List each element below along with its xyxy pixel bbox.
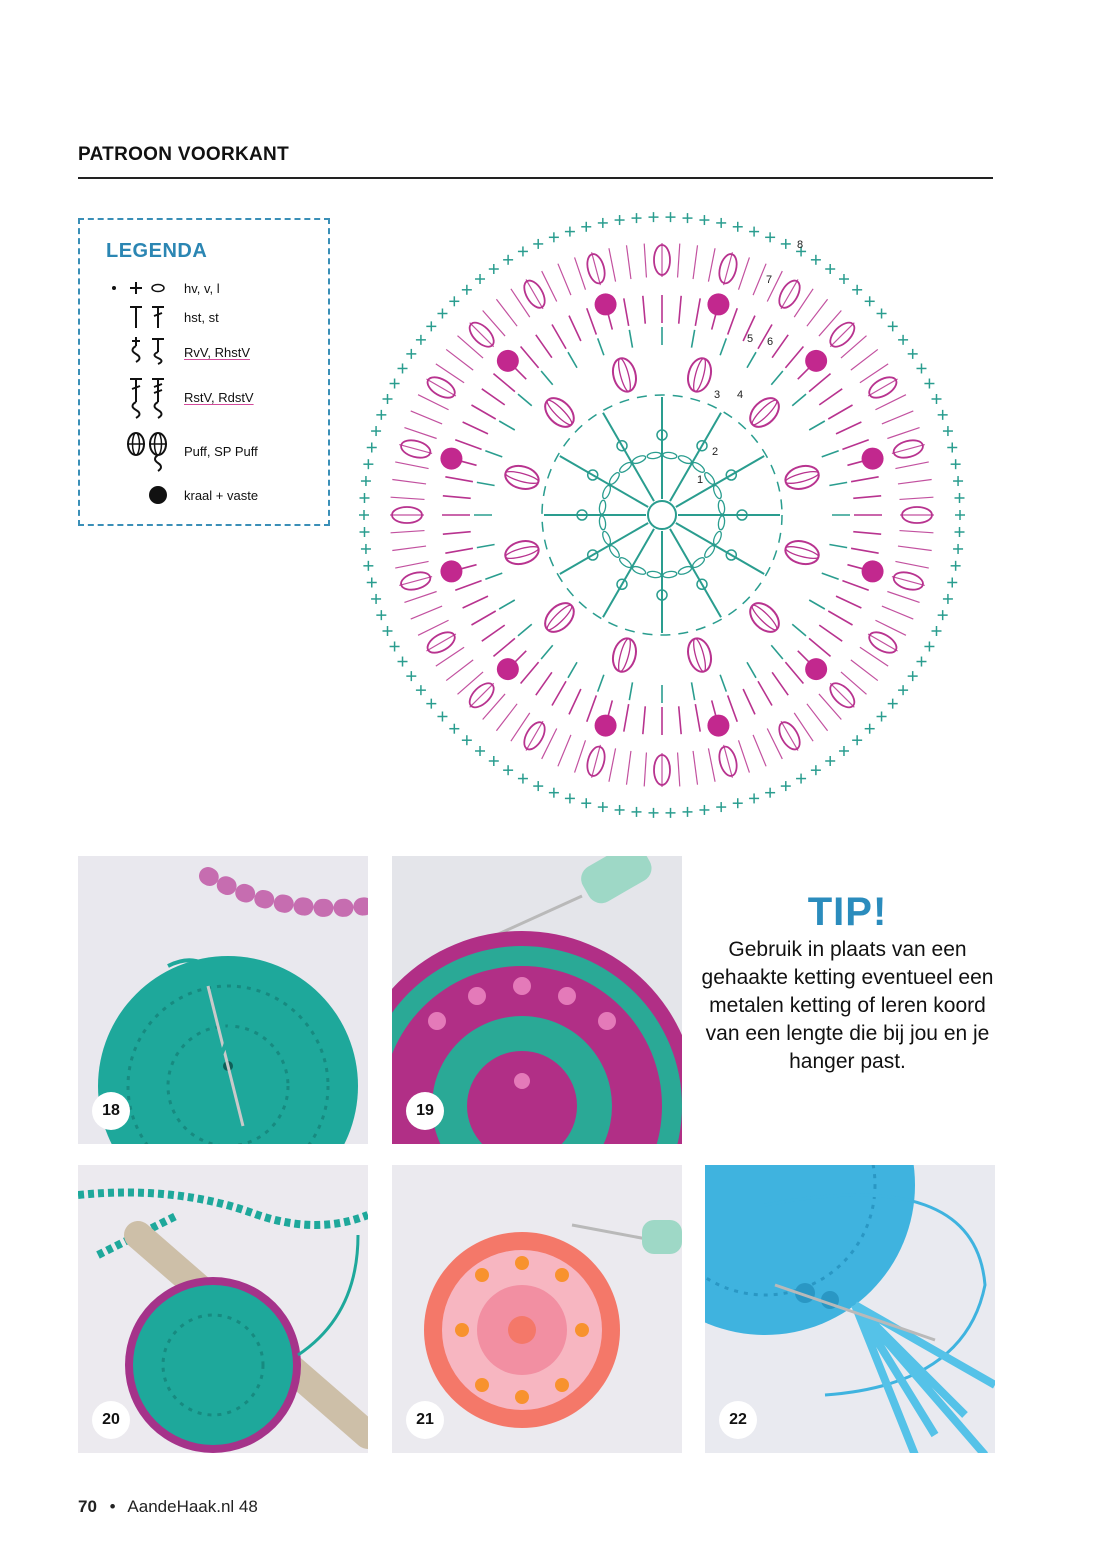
puff-stitch <box>783 538 822 568</box>
chain-sc-slip-icon <box>106 278 176 302</box>
outer-dc-stitch <box>868 379 897 396</box>
chain-stitch <box>703 544 716 559</box>
bead-dot <box>595 293 617 315</box>
legend-label-5: Puff, SP Puff <box>184 444 258 459</box>
dc-stitch <box>853 496 881 498</box>
legend-row-4 <box>80 376 330 406</box>
dc-stitch <box>679 706 681 734</box>
post-stitch <box>747 662 756 678</box>
dc-stitch <box>851 477 879 482</box>
center-ring <box>648 501 676 529</box>
chain-stitch <box>703 471 716 486</box>
round-label: 2 <box>712 446 719 458</box>
outer-dc-stitch <box>496 299 517 326</box>
dc-stitch <box>836 596 861 608</box>
post-stitch <box>499 421 515 430</box>
outer-dc-stitch <box>426 379 455 396</box>
puff-stitch <box>745 598 785 638</box>
outer-dc-stitch <box>851 660 878 681</box>
outer-dc-stitch <box>693 751 697 785</box>
puff-stitch <box>783 462 822 492</box>
bead-dot <box>497 350 519 372</box>
dc-stitch <box>819 625 842 641</box>
dc-stitch <box>758 681 772 705</box>
outer-dc-stitch <box>526 279 543 308</box>
outer-dc-stitch <box>511 713 530 741</box>
outer-dc-stitch <box>830 683 854 707</box>
outer-dc-stitch <box>392 546 426 550</box>
dc-stitch <box>587 308 597 334</box>
dc-stitch <box>828 611 852 625</box>
outer-dc-stitch <box>898 546 932 550</box>
outer-dc-stitch <box>841 336 867 358</box>
legend-row-5 <box>80 432 330 462</box>
outer-dc-stitch <box>470 323 494 347</box>
round-label: 3 <box>714 389 721 401</box>
tip-line-1: Gebruik in plaats van een <box>728 938 967 961</box>
dc-stitch <box>482 625 505 641</box>
dc-stitch <box>569 689 581 714</box>
outer-dc-stitch <box>899 497 933 499</box>
legend-label-6: kraal + vaste <box>184 488 259 503</box>
bead-dot <box>805 658 827 680</box>
outer-dc-stitch <box>868 634 897 651</box>
outer-dc-stitch <box>446 660 473 681</box>
dc-stitch <box>819 389 842 405</box>
outer-dc-stitch <box>558 264 571 295</box>
puff-stitch-inner <box>545 603 575 633</box>
legend-label-1: hv, v, l <box>184 281 220 296</box>
outer-dc-stitch <box>781 721 798 750</box>
dc-stitch <box>455 440 481 450</box>
dc-stitch <box>842 581 868 591</box>
post-stitch <box>771 371 783 385</box>
chain-stitch <box>608 544 621 559</box>
bead-dot <box>707 715 729 737</box>
outer-dc-stitch <box>404 428 436 439</box>
outer-dc-stitch <box>678 752 680 786</box>
dc-stitch <box>445 548 473 553</box>
puff-icon <box>106 432 176 472</box>
photo-19 <box>392 856 682 1144</box>
puff-stitch <box>685 356 715 395</box>
dc-stitch <box>463 422 488 434</box>
puff-stitch <box>503 538 542 568</box>
title-rule <box>78 177 993 179</box>
tip-title: TIP! <box>807 890 888 934</box>
outer-dc-stitch <box>511 289 530 317</box>
round-label: 6 <box>767 336 774 348</box>
puff-stitch-inner <box>545 398 575 428</box>
outer-dc-stitch <box>794 289 813 317</box>
outer-dc-stitch <box>483 310 505 336</box>
outer-dc-stitch <box>781 279 798 308</box>
bead-dot <box>805 350 827 372</box>
chain-stitch <box>712 484 723 499</box>
photo-number-22: 22 <box>719 1401 757 1439</box>
outer-dc-stitch <box>411 606 442 619</box>
puff-stitch <box>685 636 715 675</box>
outer-dc-stitch <box>819 694 841 720</box>
post-stitch <box>541 371 553 385</box>
chain-stitch <box>631 565 646 576</box>
chain-stitch <box>677 565 692 576</box>
outer-dc-stitch <box>626 245 630 279</box>
dc-stitch <box>785 662 803 683</box>
dc-stitch <box>552 324 566 348</box>
outer-dc-stitch <box>483 694 505 720</box>
chain-stitch <box>647 571 662 579</box>
fpsc-fphdc-icon <box>106 336 176 366</box>
fpdc-fptr-icon <box>106 376 176 420</box>
dc-stitch <box>463 596 488 608</box>
post-stitch <box>485 451 502 457</box>
outer-dc-stitch <box>739 740 750 772</box>
outer-dc-stitch <box>898 479 932 483</box>
publication-name: AandeHaak.nl 48 <box>127 1497 258 1516</box>
post-stitch <box>692 682 695 700</box>
outer-dc-stitch <box>575 740 586 772</box>
dc-stitch <box>842 440 868 450</box>
outer-dc-stitch <box>470 683 494 707</box>
dc-stitch <box>493 374 514 392</box>
chain-stitch <box>631 454 646 465</box>
dc-stitch <box>643 296 645 324</box>
outer-dc-stitch <box>436 364 464 383</box>
page-footer <box>78 1497 258 1517</box>
puff-stitch-inner <box>750 603 780 633</box>
dc-stitch <box>643 706 645 734</box>
post-stitch <box>568 662 577 678</box>
dc-stitch <box>772 672 788 695</box>
photo-number-19: 19 <box>406 1092 444 1130</box>
post-stitch <box>629 330 632 348</box>
outer-dc-stitch <box>794 713 813 741</box>
photo-22 <box>705 1165 995 1453</box>
outer-dc-stitch <box>644 244 646 278</box>
chain-stitch <box>601 530 612 545</box>
outer-dc-stitch <box>457 336 483 358</box>
post-stitch <box>598 338 604 355</box>
outer-dc-stitch <box>708 748 715 781</box>
post-stitch <box>829 482 847 485</box>
post-stitch <box>829 545 847 548</box>
bead-dot <box>440 448 462 470</box>
dc-stitch <box>785 346 803 367</box>
outer-dc-stitch <box>411 411 442 424</box>
outer-dc-stitch <box>426 634 455 651</box>
tip-line-2: gehaakte ketting eventueel een <box>701 966 994 989</box>
outer-dc-stitch <box>404 592 436 603</box>
outer-dc-stitch <box>753 264 766 295</box>
dc-stitch <box>772 335 788 358</box>
outer-dc-stitch <box>626 751 630 785</box>
dc-stitch <box>443 496 471 498</box>
outer-dc-stitch <box>644 752 646 786</box>
chain-stitch <box>618 461 633 474</box>
outer-dc-stitch <box>446 349 473 370</box>
outer-dc-stitch <box>860 364 888 383</box>
round-label: 8 <box>797 239 804 251</box>
hdc-dc-icon <box>106 304 176 330</box>
dc-stitch <box>851 548 879 553</box>
bead-dot <box>497 658 519 680</box>
bead-icon <box>106 484 176 508</box>
dc-stitch <box>521 346 539 367</box>
post-stitch <box>485 573 502 579</box>
page-number: 70 <box>78 1497 97 1516</box>
chain-stitch <box>599 515 607 530</box>
outer-dc-stitch <box>457 672 483 694</box>
outer-dc-stitch <box>887 428 919 439</box>
outer-dc-stitch <box>860 647 888 666</box>
chain-stitch <box>618 556 633 569</box>
photo-18 <box>78 856 368 1144</box>
round-label: 7 <box>766 274 773 286</box>
post-stitch <box>598 675 604 692</box>
outer-dc-stitch <box>575 257 586 289</box>
tip-line-4: van een lengte die bij jou en je <box>705 1022 990 1045</box>
puff-stitch <box>609 356 639 395</box>
dc-stitch <box>728 308 738 334</box>
bead-dot <box>440 560 462 582</box>
outer-dc-stitch <box>609 748 616 781</box>
puff-stitch <box>609 636 639 675</box>
dc-stitch <box>493 638 514 656</box>
chain-stitch <box>662 452 677 460</box>
dc-stitch <box>624 298 629 326</box>
legend-label-4: RstV, RdstV <box>184 390 254 405</box>
legend-label-3: RvV, RhstV <box>184 345 250 360</box>
puff-stitch <box>540 393 580 433</box>
round-label: 4 <box>737 389 744 401</box>
post-stitch <box>477 545 495 548</box>
dc-stitch <box>455 581 481 591</box>
outer-dc-stitch <box>496 704 517 731</box>
dc-stitch <box>443 532 471 534</box>
outer-dc-stitch <box>558 735 571 766</box>
post-stitch <box>771 645 783 659</box>
chain-stitch <box>718 500 726 515</box>
dc-stitch <box>624 704 629 732</box>
outer-dc-stitch <box>391 497 425 499</box>
post-stitch <box>720 675 726 692</box>
post-stitch <box>792 624 806 636</box>
outer-dc-stitch <box>739 257 750 289</box>
post-stitch <box>499 600 515 609</box>
footer-separator: • <box>109 1497 116 1516</box>
puff-stitch-inner <box>750 398 780 428</box>
outer-dc-stitch <box>526 721 543 750</box>
photo-20 <box>78 1165 368 1453</box>
outer-dc-stitch <box>436 647 464 666</box>
legend-row-3 <box>80 336 330 366</box>
bead-dot <box>595 715 617 737</box>
outer-dc-stitch <box>693 245 697 279</box>
post-stitch <box>822 451 839 457</box>
outer-dc-stitch <box>807 704 828 731</box>
outer-dc-stitch <box>882 606 913 619</box>
dc-stitch <box>569 316 581 341</box>
dc-stitch <box>743 689 755 714</box>
outer-dc-stitch <box>887 592 919 603</box>
dc-stitch <box>809 638 830 656</box>
tip-line-3: metalen ketting of leren koord <box>709 994 986 1017</box>
dc-stitch <box>536 335 552 358</box>
chain-stitch <box>691 461 706 474</box>
post-stitch <box>518 624 532 636</box>
photo-number-18: 18 <box>92 1092 130 1130</box>
dc-stitch <box>445 477 473 482</box>
post-stitch <box>568 352 577 368</box>
photo-number-20: 20 <box>92 1401 130 1439</box>
post-stitch <box>822 573 839 579</box>
post-stitch <box>720 338 726 355</box>
outer-dc-stitch <box>882 411 913 424</box>
puff-stitch <box>745 393 785 433</box>
outer-dc-stitch <box>899 531 933 533</box>
post-stitch <box>809 600 825 609</box>
outer-dc-stitch <box>841 672 867 694</box>
round-label: 5 <box>747 333 754 345</box>
dc-stitch <box>809 374 830 392</box>
chain-stitch <box>718 515 726 530</box>
legend-row-2 <box>80 304 330 334</box>
post-stitch <box>809 421 825 430</box>
chain-stitch <box>712 530 723 545</box>
legend-box <box>78 218 330 526</box>
outer-dc-stitch <box>395 561 428 568</box>
post-stitch <box>629 682 632 700</box>
outer-dc-stitch <box>851 349 878 370</box>
crochet-chart <box>352 205 972 825</box>
bead-dot <box>862 448 884 470</box>
tip-text <box>700 936 995 1076</box>
outer-dc-stitch <box>708 248 715 281</box>
puff-stitch <box>503 462 542 492</box>
legend-row-6 <box>80 484 330 514</box>
post-stitch <box>541 645 553 659</box>
outer-dc-stitch <box>753 735 766 766</box>
photo-21 <box>392 1165 682 1453</box>
outer-dc-stitch <box>895 561 928 568</box>
dc-stitch <box>679 296 681 324</box>
post-stitch <box>477 482 495 485</box>
legend-title: LEGENDA <box>106 240 208 262</box>
chain-stitch <box>599 500 607 515</box>
dc-stitch <box>482 389 505 405</box>
chain-stitch <box>601 484 612 499</box>
legend-label-2: hst, st <box>184 310 219 325</box>
dc-stitch <box>471 405 495 419</box>
dc-stitch <box>536 672 552 695</box>
tip-box <box>700 890 995 1076</box>
tip-line-5: hanger past. <box>789 1050 906 1073</box>
dc-stitch <box>587 695 597 721</box>
outer-dc-stitch <box>391 531 425 533</box>
dc-stitch <box>836 422 861 434</box>
section-title: PATROON VOORKANT <box>78 144 289 165</box>
outer-dc-stitch <box>830 323 854 347</box>
outer-dc-stitch <box>609 248 616 281</box>
dc-stitch <box>695 704 700 732</box>
dc-stitch <box>728 695 738 721</box>
dc-stitch <box>853 532 881 534</box>
outer-dc-stitch <box>392 479 426 483</box>
outer-dc-stitch <box>895 462 928 469</box>
outer-dc-stitch <box>819 310 841 336</box>
bead-dot <box>862 560 884 582</box>
outer-dc-stitch <box>678 244 680 278</box>
chain-stitch <box>677 454 692 465</box>
puff-stitch <box>540 598 580 638</box>
dc-stitch <box>471 611 495 625</box>
photo-number-21: 21 <box>406 1401 444 1439</box>
post-stitch <box>747 352 756 368</box>
bead-dot <box>707 293 729 315</box>
outer-dc-stitch <box>807 299 828 326</box>
chain-stitch <box>608 471 621 486</box>
chain-stitch <box>662 571 677 579</box>
post-stitch <box>792 394 806 406</box>
dc-stitch <box>828 405 852 419</box>
dc-stitch <box>552 681 566 705</box>
chain-stitch <box>647 452 662 460</box>
dc-stitch <box>695 298 700 326</box>
outer-dc-stitch <box>395 462 428 469</box>
dc-stitch <box>521 662 539 683</box>
post-stitch <box>518 394 532 406</box>
round-label: 1 <box>697 474 704 486</box>
chain-stitch <box>691 556 706 569</box>
post-stitch <box>692 330 695 348</box>
